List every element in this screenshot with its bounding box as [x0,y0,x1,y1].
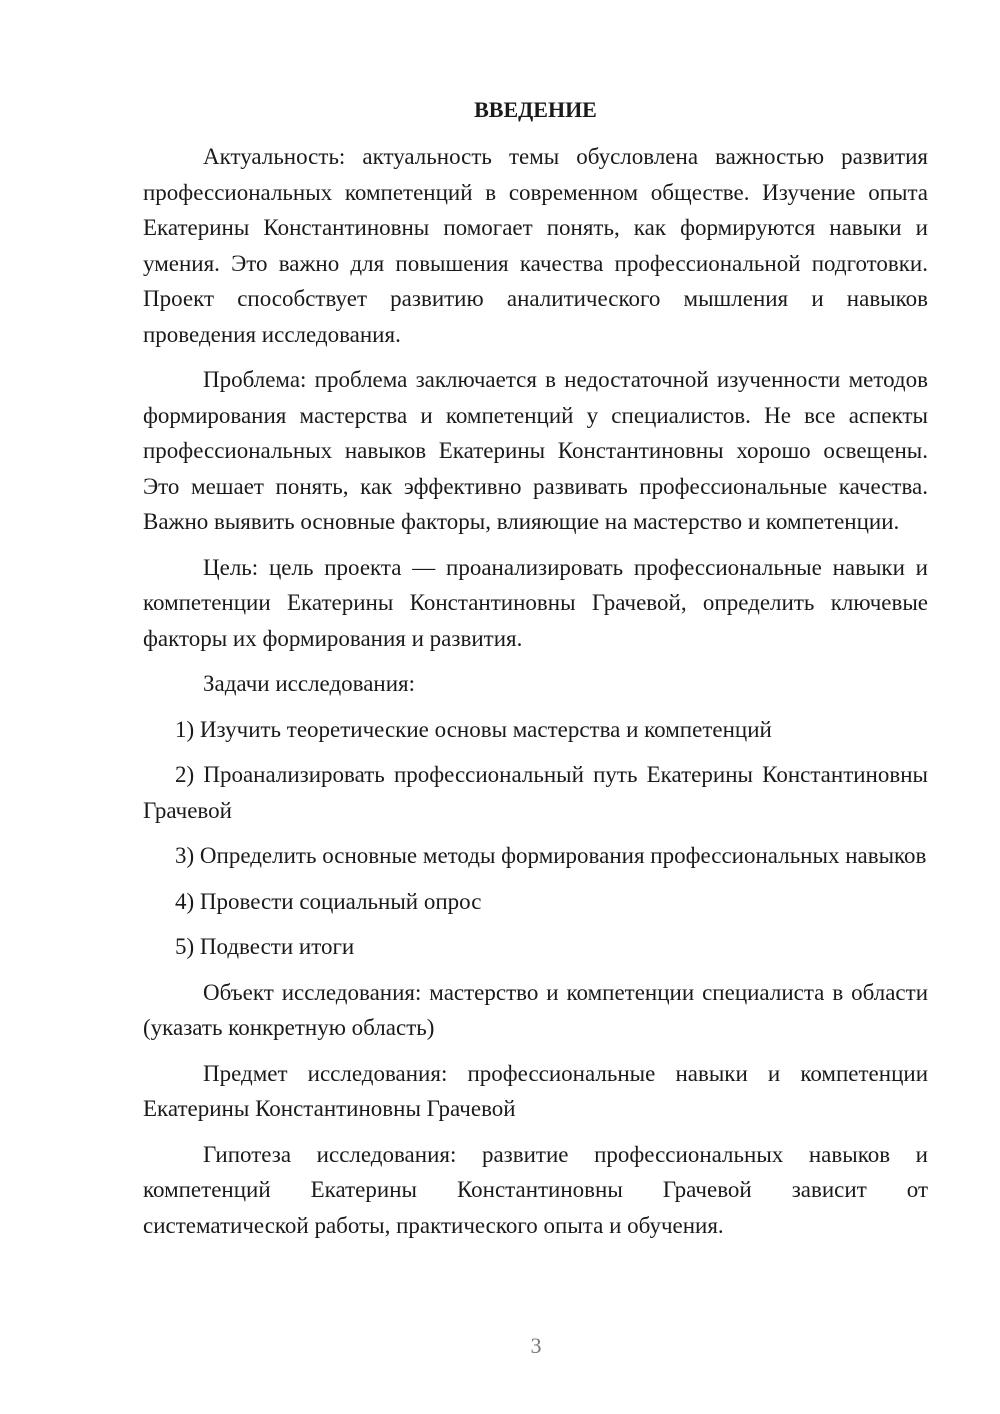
task-item: 3) Определить основные методы формирования профессиональных навыков [175,843,927,868]
relevance-paragraph: Актуальность: актуальность темы обусловлена важностью развития профессиональных компетенций в современном обществе. Изучение опыта Екатерины Константиновны помогает понять, как формируются навыки и умения. Это важно для повышения качества профессиональной подготовки. Проект способствует развитию аналитического мышления и навыков проведения исследования. [143,144,928,347]
task-item: 1) Изучить теоретические основы мастерства и компетенций [175,716,772,742]
section-title: ВВЕДЕНИЕ [474,97,597,122]
hypothesis-paragraph: Гипотеза исследования: развитие профессиональных навыков и компетенций Екатерины Константиновны Грачевой зависит от систематической работы, практического опыта и обучения. [143,1141,928,1238]
object-paragraph: Объект исследования: мастерство и компетенции специалиста в области (указать конкретную область) [143,979,928,1040]
goal-paragraph: Цель: цель проекта — проанализировать профессиональные навыки и компетенции Екатерины Константиновны Грачевой, определить ключевые факторы их формирования и развития. [143,554,928,651]
task-item: 2) Проанализировать профессиональный путь Екатерины Константиновны Грачевой [143,762,928,823]
task-item: 5) Подвести итоги [175,934,355,959]
tasks-heading: Задачи исследования: [203,671,416,696]
task-item: 4) Провести социальный опрос [175,888,482,914]
subject-paragraph: Предмет исследования: профессиональные навыки и компетенции Екатерины Константиновны Грачевой [143,1060,928,1121]
page-number: 3 [530,1333,542,1358]
document-body [143,95,928,1243]
problem-paragraph: Проблема: проблема заключается в недостаточной изученности методов формирования мастерства и компетенций у специалистов. Не все аспекты профессиональных навыков Екатерины Константиновны хорошо освещены. Это мешает понять, как эффективно развивать профессиональные качества. Важно выявить основные факторы, влияющие на мастерство и компетенции. [143,367,928,534]
